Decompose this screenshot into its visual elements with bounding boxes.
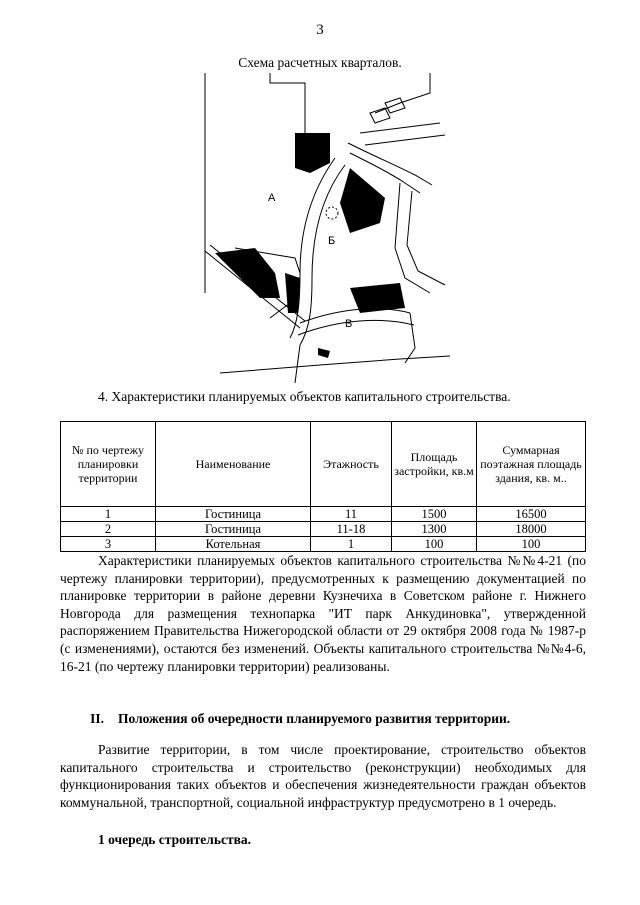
table-header-row xyxy=(61,422,586,507)
section-2-heading xyxy=(60,711,586,727)
built-area xyxy=(215,248,280,298)
table-row xyxy=(61,507,586,522)
header-cell: Площадь застройки, кв.м xyxy=(392,422,477,507)
development-paragraph: Развитие территории, в том числе проектирование, строительство объектов капитального строительства и строительство (реконструкции) необходимых для функционирования таких объектов и обеспечения жизнедеятельности граждан объектов коммунальной, транспортной, социальной инфраструктур предусмотрено в 1 очередь. xyxy=(60,742,586,810)
table-cell: 3 xyxy=(61,537,156,552)
boundary-line xyxy=(220,356,450,373)
queue-heading: 1 очередь строительства. xyxy=(98,832,251,847)
table-cell: 100 xyxy=(392,537,477,552)
table-cell: 1300 xyxy=(392,522,477,537)
built-area xyxy=(295,133,330,173)
objects-paragraph: Характеристики планируемых объектов капитального строительства №№4-21 (по чертежу планировки территории), предусмотренных к размещению документацией по планировке территории в районе деревни Кузнечиха в Советском районе г. Нижнего Новгорода для размещения технопарка "ИТ парк Анкудиновка", утвержденной распоряжением Правительства Нижегородской области от 29 октября 2008 года № 1987-р (с изменениями), остаются без изменений. Объекты капитального строительства №№4-6, 16-21 (по чертежу планировки территории) реализованы. xyxy=(60,553,586,674)
table-cell: 11-18 xyxy=(311,522,392,537)
table-cell: Гостиница xyxy=(156,522,311,537)
table-cell: Котельная xyxy=(156,537,311,552)
quarter-label-a: А xyxy=(268,192,276,204)
header-cell: № по чертежу планировки территории xyxy=(61,422,156,507)
section-2-number: II. xyxy=(90,711,104,726)
quarter-label-b: Б xyxy=(328,235,336,247)
road-line xyxy=(300,309,410,323)
table-cell: 2 xyxy=(61,522,156,537)
feature-circle xyxy=(326,207,338,219)
table-cell: 11 xyxy=(311,507,392,522)
section-4-heading: 4. Характеристики планируемых объектов капитального строительства. xyxy=(98,389,511,404)
table-cell: 100 xyxy=(477,537,586,552)
built-area xyxy=(318,348,330,358)
table-cell: 18000 xyxy=(477,522,586,537)
table-cell: 1 xyxy=(61,507,156,522)
boundary-line xyxy=(270,303,290,318)
header-cell: Суммарная поэтажная площадь здания, кв. м.. xyxy=(477,422,586,507)
road-line xyxy=(300,165,345,345)
table-cell: 16500 xyxy=(477,507,586,522)
page-number: 3 xyxy=(316,22,324,38)
built-area xyxy=(340,168,385,233)
table-row xyxy=(61,522,586,537)
road-line xyxy=(407,191,445,285)
quarters-scheme-map xyxy=(200,73,455,393)
road-line xyxy=(365,135,445,145)
road-line xyxy=(360,123,440,133)
built-area xyxy=(350,283,405,313)
road-line xyxy=(298,320,414,335)
header-cell: Этажность xyxy=(311,422,392,507)
building-outline xyxy=(370,108,390,123)
quarter-label-v: В xyxy=(345,318,353,330)
boundary-line xyxy=(375,73,430,113)
table-cell: 1 xyxy=(311,537,392,552)
objects-table xyxy=(60,421,586,552)
road-line xyxy=(295,345,300,383)
header-cell: Наименование xyxy=(156,422,311,507)
table-cell: 1500 xyxy=(392,507,477,522)
road-line xyxy=(395,183,430,293)
section-2-title: Положения об очередности планируемого развития территории. xyxy=(118,711,511,726)
table-cell: Гостиница xyxy=(156,507,311,522)
boundary-line xyxy=(405,313,415,363)
table-row xyxy=(61,537,586,552)
scheme-title: Схема расчетных кварталов. xyxy=(238,55,402,70)
